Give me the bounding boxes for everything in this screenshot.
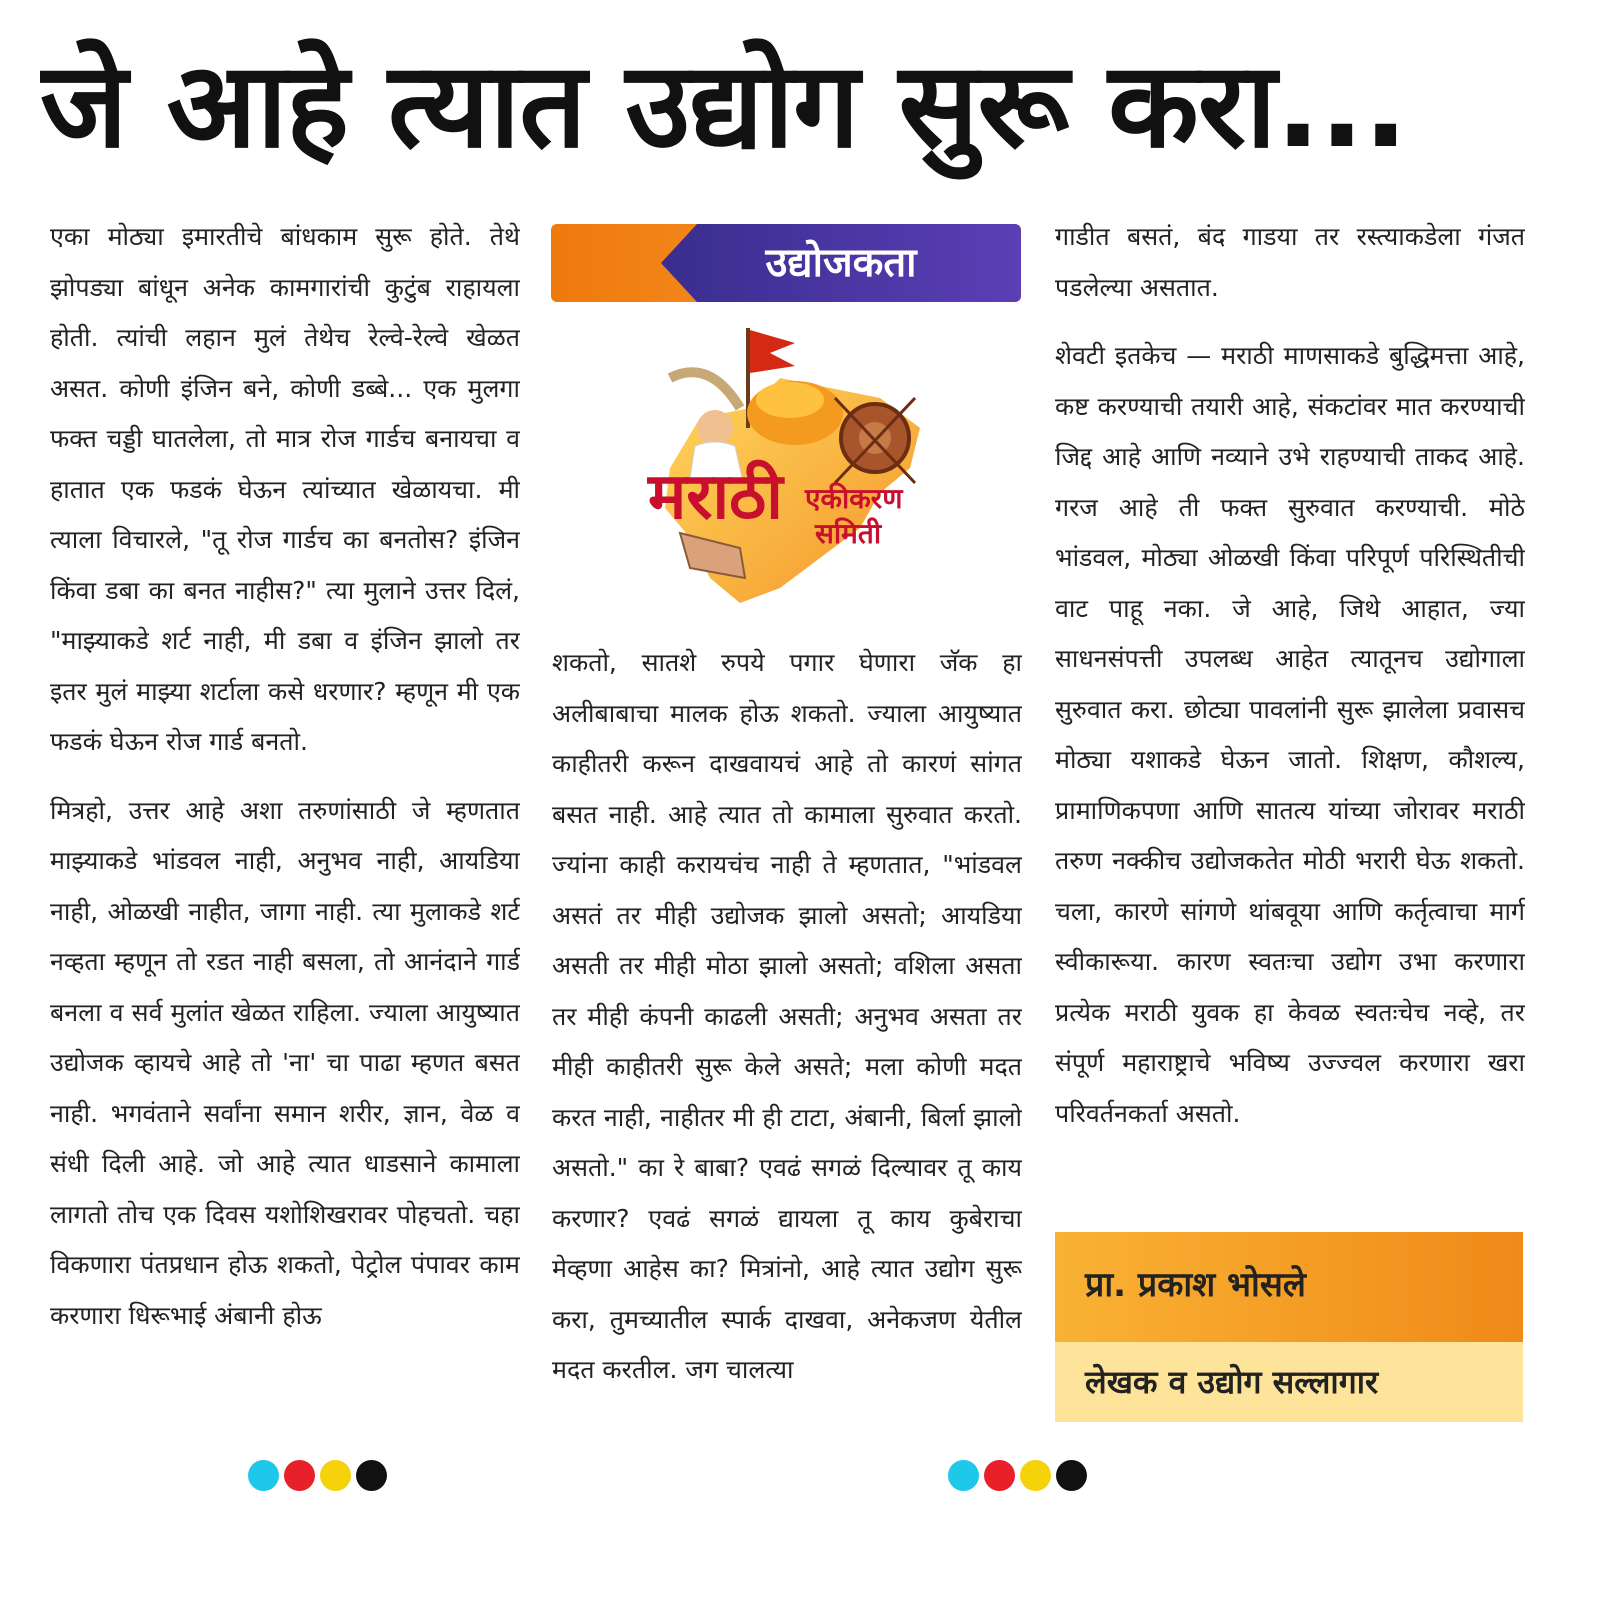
column-3 xyxy=(1055,212,1525,1212)
author-box xyxy=(1055,1232,1523,1422)
registration-marks-left xyxy=(248,1460,392,1492)
cyan-dot-icon xyxy=(948,1460,979,1491)
logo-main-text: मराठी xyxy=(648,460,783,534)
red-dot-icon xyxy=(284,1460,315,1491)
section-label: उद्योजकता xyxy=(765,240,917,286)
yellow-dot-icon xyxy=(320,1460,351,1491)
paragraph: मित्रहो, उत्तर आहे अशा तरुणांसाठी जे म्हणतात माझ्याकडे भांडवल नाही, अनुभव नाही, आयडिया नाही, ओळखी नाहीत, जागा नाही. त्या मुलाकडे शर्ट नव्हता म्हणून तो रडत नाही बसला, तो आनंदाने गार्ड बनला व सर्व मुलांत खेळत राहिला. ज्याला आयुष्यात उद्योजक व्हायचे आहे तो 'ना' चा पाढा म्हणत बसत नाही. भगवंताने सर्वांना समान शरीर, ज्ञान, वेळ व संधी दिली आहे. जो आहे त्यात धाडसाने कामाला लागतो तोच एक दिवस यशोशिखरावर पोहचतो. चहा विकणारा पंतप्रधान होऊ शकतो, पेट्रोल पंपावर काम करणारा धिरूभाई अंबानी होऊ xyxy=(50,795,520,1330)
red-dot-icon xyxy=(984,1460,1015,1491)
registration-marks-right xyxy=(948,1460,1092,1492)
logo-sub-text-1: एकीकरण xyxy=(805,482,903,515)
author-name-band xyxy=(1055,1232,1523,1342)
black-dot-icon xyxy=(356,1460,387,1491)
paragraph: शेवटी इतकेच — मराठी माणसाकडे बुद्धिमत्ता आहे, कष्ट करण्याची तयारी आहे, संकटांवर मात करण्याची जिद्द आहे आणि नव्याने उभे राहण्याची ताकद आहे. गरज आहे ती फक्त सुरुवात करण्याची. मोठे भांडवल, मोठ्या ओळखी किंवा परिपूर्ण परिस्थितीची वाट पाहू नका. जे आहे, जिथे आहात, ज्या साधनसंपत्ती उपलब्ध आहेत त्यातूनच उद्योगाला सुरुवात करा. छोट्या पावलांनी सुरू झालेला प्रवासच मोठ्या यशाकडे घेऊन जातो. शिक्षण, कौशल्य, प्रामाणिकपणा आणि सातत्य यांच्या जोरावर मराठी तरुण नक्कीच उद्योजकतेत मोठी भरारी घेऊ शकतो. चला, कारणे सांगणे थांबवूया आणि कर्तृत्वाचा मार्ग स्वीकारूया. कारण स्वतःचा उद्योग उभा करणारा प्रत्येक मराठी युवक हा केवळ स्वतःचेच नव्हे, तर संपूर्ण महाराष्ट्राचे भविष्य उज्ज्वल करणारा खरा परिवर्तनकर्ता असतो. xyxy=(1055,341,1525,1128)
paragraph: शकतो, सातशे रुपये पगार घेणारा जॅक हा अलीबाबाचा मालक होऊ शकतो. ज्याला आयुष्यात काहीतरी करून दाखवायचं आहे तो कारणं सांगत बसत नाही. आहे त्यात तो कामाला सुरुवात करतो. ज्यांना काही करायचंच नाही ते म्हणतात, "भांडवल असतं तर मीही उद्योजक झालो असतो; आयडिया असती तर मीही मोठा झालो असतो; वशिला असता तर मीही कंपनी काढली असती; अनुभव असता तर मीही काहीतरी सुरू केले असते; मला कोणी मदत करत नाही, नाहीतर मी ही टाटा, अंबानी, बिर्ला झालो असतो." का रे बाबा? एवढं सगळं दिल्यावर तू काय करणार? एवढं सगळं द्यायला तू काय कुबेराचा मेव्हणा आहेस का? मित्रांनो, आहे त्यात उद्योग सुरू करा, तुमच्यातील स्पार्क दाखवा, अनेकजण येतील मदत करतील. जग चालत्या xyxy=(552,648,1022,1384)
black-dot-icon xyxy=(1056,1460,1087,1491)
headline: जे आहे त्यात उद्योग सुरू करा... xyxy=(40,36,1408,174)
marathi-ekikaran-samiti-logo xyxy=(630,318,940,618)
section-banner xyxy=(551,224,1021,302)
author-role-band xyxy=(1055,1342,1523,1422)
author-role: लेखक व उद्योग सल्लागार xyxy=(1085,1363,1379,1401)
paragraph: गाडीत बसतं, बंद गाडया तर रस्त्याकडेला गंजत पडलेल्या असतात. xyxy=(1055,222,1525,302)
paragraph: एका मोठ्या इमारतीचे बांधकाम सुरू होते. तेथे झोपड्या बांधून अनेक कामगारांची कुटुंब राहायला होती. त्यांची लहान मुलं तेथेच रेल्वे-रेल्वे खेळत असत. कोणी इंजिन बने, कोणी डब्बे... एक मुलगा फक्त चड्डी घातलेला, तो मात्र रोज गार्डच बनायचा व हातात एक फडकं घेऊन त्यांच्यात खेळायचा. मी त्याला विचारले, "तू रोज गार्डच का बनतोस? इंजिन किंवा डबा का बनत नाहीस?" त्या मुलाने उत्तर दिलं, "माझ्याकडे शर्ट नाही, मी डबा व इंजिन झालो तर इतर मुलं माझ्या शर्टाला कसे धरणार? म्हणून मी एक फडकं घेऊन रोज गार्ड बनतो. xyxy=(50,222,520,756)
column-2 xyxy=(552,638,1022,1440)
author-name: प्रा. प्रकाश भोसले xyxy=(1085,1265,1306,1305)
yellow-dot-icon xyxy=(1020,1460,1051,1491)
cyan-dot-icon xyxy=(248,1460,279,1491)
column-1 xyxy=(50,212,520,1440)
logo-sub-text-2: समिती xyxy=(815,517,882,550)
